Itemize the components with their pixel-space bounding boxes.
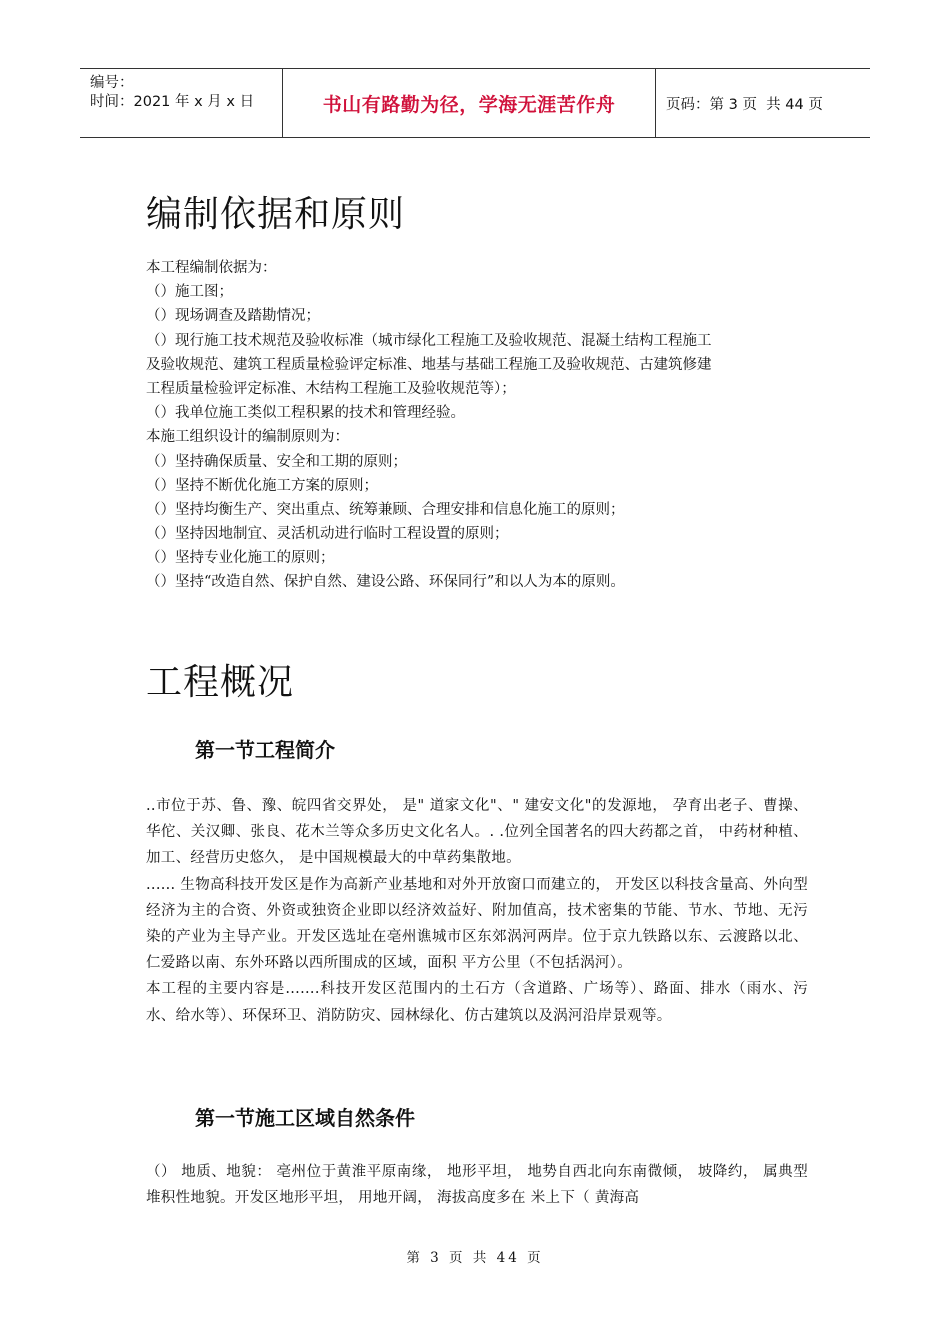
text-line: 工程质量检验评定标准、木结构工程施工及验收规范等）； [146,380,516,397]
subsection-title-intro: 第一节工程简介 [195,738,335,762]
header-page-info: 页码：第 3 页 共 44 页 [666,96,823,113]
subsection-title-natural-conditions: 第一节施工区域自然条件 [195,1106,415,1130]
text-line: （）坚持均衡生产、突出重点、统筹兼顾、合理安排和信息化施工的原则； [146,501,625,518]
paragraph: ...... 生物高科技开发区是作为高新产业基地和对外开放窗口而建立的， 开发区以科技含量高、外向型经济为主的合资、外资或独资企业即以经济效益好、附加值高，技术密集的节能、节水、节地、无污染的产业为主导产业。开发区选址在亳州谯城市区东郊涡河两岸。位于京九铁路以东、云渡路以北、仁爱路以南、东外环路以西所围成的区域，面积 平方公里（不包括涡河）。 [146,876,808,972]
text-line: （）现场调查及踏勘情况； [146,308,320,325]
paragraph: ..市位于苏、鲁、豫、皖四省交界处， 是" 道家文化"、" 建安文化"的发源地， 孕育出老子、曹操、华佗、关汉卿、张良、花木兰等众多历史文化名人。. .位列全国著名的四大药都之首， 中药材种植、加工、经营历史悠久， 是中国规模最大的中草药集散地。 [146,798,808,867]
text-line: （）坚持“改造自然、保护自然、建设公路、环保同行”和以人为本的原则。 [146,574,625,591]
header-motto-cell [283,69,656,137]
header-meta-cell [80,69,283,137]
text-line: （）施工图； [146,284,233,301]
document-time-label: 时间：2021 年 x 月 x 日 [90,94,255,110]
header-page-cell [656,69,870,137]
text-line: （）我单位施工类似工程积累的技术和管理经验。 [146,405,465,422]
page-footer: 第 3 页 共 44 页 [406,1250,544,1266]
text-line: 及验收规范、建筑工程质量检验评定标准、地基与基础工程施工及验收规范、古建筑修建 [146,356,712,373]
section-title-overview: 工程概况 [146,662,295,703]
page-header [80,68,870,138]
paragraph: 本工程的主要内容是.......科技开发区范围内的土石方（含道路、广场等）、路面、排水（雨水、污水、给水等）、环保环卫、消防防灾、园林绿化、仿古建筑以及涡河沿岸景观等。 [146,981,808,1024]
text-line: （）坚持不断优化施工方案的原则； [146,477,378,494]
header-motto: 书山有路勤为径，学海无涯苦作舟 [322,93,616,116]
text-line: 本施工组织设计的编制原则为： [146,429,349,446]
paragraph: （） 地质、地貌： 亳州位于黄淮平原南缘， 地形平坦， 地势自西北向东南微倾， 坡降约， 属典型堆积性地貌。开发区地形平坦， 用地开阔， 海拔高度多在 米上下（ 黄海高 [146,1164,808,1207]
text-line: （）现行施工技术规范及验收标准（城市绿化工程施工及验收规范、混凝土结构工程施工 [146,332,712,349]
text-line: （）坚持专业化施工的原则； [146,550,335,567]
text-line: 本工程编制依据为： [146,260,277,276]
subsection-intro-body [146,793,808,1029]
section-title-basis: 编制依据和原则 [146,194,406,235]
section-basis-body [146,256,808,595]
subsection-natural-body [146,1159,808,1211]
document-number-label: 编号： [90,75,134,91]
text-line: （）坚持因地制宜、灵活机动进行临时工程设置的原则； [146,526,509,543]
text-line: （）坚持确保质量、安全和工期的原则； [146,453,407,470]
